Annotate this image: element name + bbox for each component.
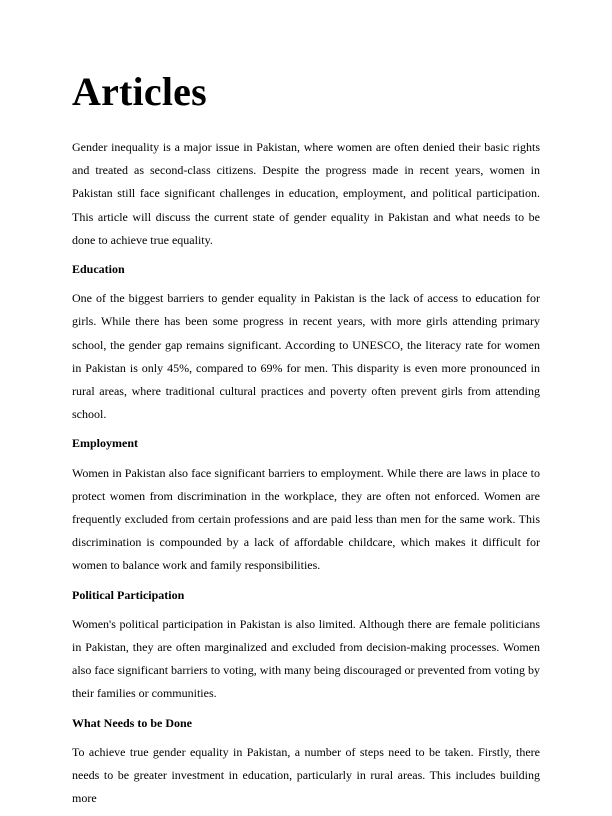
section-paragraph: Women's political participation in Pakistan is also limited. Although there are female politicians in Pakistan, they are often marginalized and excluded from decision-making processes. Women also face significant barriers to voting, with many being discouraged or prevented from voting by their families or communities. <box>72 616 540 701</box>
section-heading: Employment <box>72 436 138 451</box>
section-paragraph: Women in Pakistan also face significant barriers to employment. While there are laws in place to protect women from discrimination in the workplace, they are often not enforced. Women are frequently excluded from certain professions and are paid less than men for the same work. This discrimination is compounded by a lack of affordable childcare, which makes it difficult for women to balance work and family responsibilities. <box>72 465 540 573</box>
section-political-participation <box>72 584 540 706</box>
section-heading: What Needs to be Done <box>72 715 192 730</box>
section-paragraph: To achieve true gender equality in Pakistan, a number of steps need to be taken. Firstly, there needs to be greater investment in education, particularly in rural areas. This includes building more <box>72 744 540 806</box>
section-heading: Education <box>72 262 125 277</box>
section-education <box>72 258 540 426</box>
section-what-needs-to-be-done <box>72 712 540 811</box>
section-paragraph: One of the biggest barriers to gender equality in Pakistan is the lack of access to education for girls. While there has been some progress in recent years, with more girls attending primary school, the gender gap remains significant. According to UNESCO, the literacy rate for women in Pakistan is only 45%, compared to 69% for men. This disparity is even more pronounced in rural areas, where traditional cultural practices and poverty often prevent girls from attending school. <box>72 291 540 422</box>
intro-paragraph: Gender inequality is a major issue in Pakistan, where women are often denied their basic rights and treated as second-class citizens. Despite the progress made in recent years, women in Pakistan still face significant challenges in education, employment, and political participation. This article will discuss the current state of gender equality in Pakistan and what needs to be done to achieve true equality. <box>72 140 540 247</box>
article-body <box>72 136 540 816</box>
section-employment <box>72 432 540 577</box>
page-title: Articles <box>72 69 207 114</box>
section-heading: Political Participation <box>72 587 185 602</box>
